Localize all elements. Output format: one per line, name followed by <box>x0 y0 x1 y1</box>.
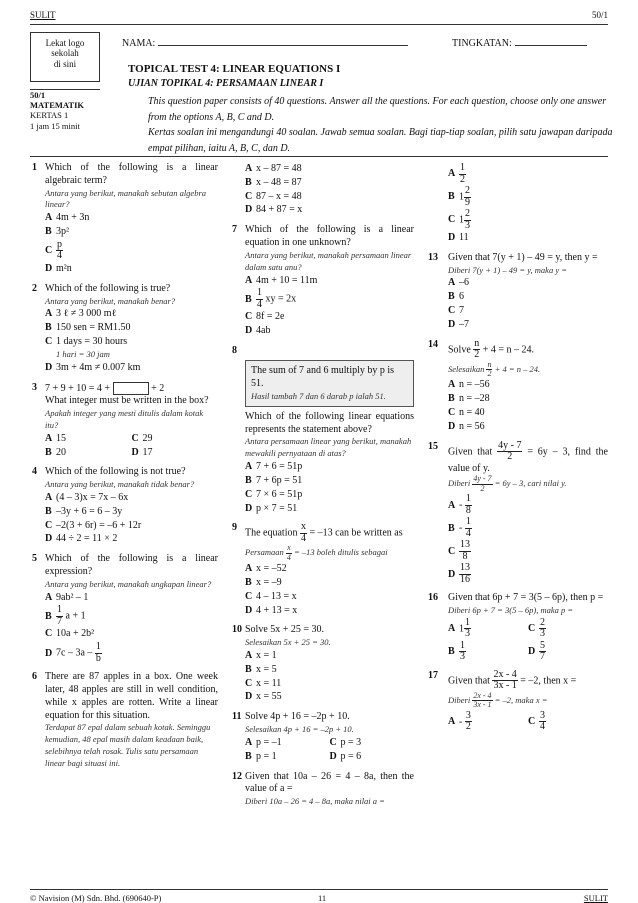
header-bottom-divider <box>30 156 608 157</box>
question-text: Which of the following is true? <box>45 282 171 294</box>
name-label: NAMA: <box>122 38 156 49</box>
question-number: 9 <box>232 522 237 534</box>
question-text: Which of the following is a linear equation in one unknown? <box>245 224 414 248</box>
subject-paper: KERTAS 1 <box>30 110 69 121</box>
option-a[interactable]: A 4m + 3n <box>45 212 90 224</box>
question-13 <box>428 252 608 332</box>
question-text: Which of the following is a linear expression? <box>45 553 218 577</box>
question-number: 10 <box>232 624 242 636</box>
option-a[interactable]: A x = –52 <box>245 563 287 575</box>
question-text-malay: Antara yang berikut, manakah sebutan algebra linear? <box>45 187 207 210</box>
subject-code: 50/1 <box>30 90 46 100</box>
option-b[interactable]: B $\frac{1}{4}$ xy = 2x <box>245 287 297 310</box>
option-d[interactable]: D n = 56 <box>448 420 485 432</box>
question-text: Which of the following is not true? <box>45 466 186 478</box>
option-b[interactable]: B n = –28 <box>448 393 490 405</box>
question-number: 6 <box>32 671 37 683</box>
option-d[interactable]: D p × 7 = 51 <box>245 502 298 514</box>
question-number: 14 <box>428 338 438 350</box>
question-number: 17 <box>428 669 438 681</box>
question-text: Which of the following is a linear algebraic term? <box>45 162 218 186</box>
question-12-options <box>428 163 608 245</box>
question-11 <box>232 711 414 763</box>
option-b[interactable]: B $\frac{1}{7}$ a + 1 <box>45 604 86 627</box>
option-a[interactable]: A 7 + 6 = 51p <box>245 461 303 473</box>
option-a[interactable]: A n = –56 <box>448 379 490 391</box>
option-a[interactable]: A x = 1 <box>245 650 277 662</box>
option-b[interactable]: B p = 1 <box>245 750 277 762</box>
question-text-malay: Apakah integer yang mesti ditulis dalam kotak itu? <box>45 407 204 430</box>
statement-text: The sum of 7 and 6 multiply by p is 51. <box>251 364 395 390</box>
option-b[interactable]: B –3y + 6 = 6 – 3y <box>45 505 123 517</box>
option-c[interactable]: C 7 <box>448 305 464 317</box>
question-17: 17 Given that $\frac{2x - 4}{3x - 1}$ = –2, then x = Diberi $\frac{2x - 4}{3x - 1}$ = –2, maka x = A - $\frac{3}{2}$ C $\frac{3}{4}$ <box>428 670 608 733</box>
question-text: Which of the following linear equations represents the statement above? <box>245 410 414 435</box>
option-c[interactable]: C 29 <box>131 432 153 444</box>
option-a[interactable]: A $\frac{1}{2}$ <box>448 162 465 185</box>
question-15: 15 Given that $\frac{4y - 7}{2}$ = 6y – 3, find the value of y. Diberi $\frac{4y - 7}{2}$ = 6y – 3, cari nilai y. A - $\frac{1}{8}$ B - $\frac{1}{4}$ C $\frac{13}{8}$ D $\frac{13}{16}$ <box>428 439 608 585</box>
test-title: TOPICAL TEST 4: LINEAR EQUATIONS I <box>128 63 341 75</box>
form-level-field[interactable] <box>452 38 587 51</box>
option-c[interactable]: C –2(3 + 6r) = –6 + 12r <box>45 519 142 531</box>
option-d[interactable]: D p = 6 <box>329 750 362 762</box>
option-a[interactable]: A - $\frac{3}{2}$ <box>448 709 471 733</box>
instructions-malay: Kertas soalan ini mengandungi 40 soalan. Jawab semua soalan. Bagi tiap-tiap soalan, pilih satu jawapan daripada empat pilihan, iaitu A, B, C, dan D. <box>148 127 613 154</box>
option-a[interactable]: A - $\frac{1}{8}$ <box>448 493 471 516</box>
question-number: 8 <box>232 344 237 356</box>
option-b[interactable]: B 7 + 6p = 51 <box>245 475 303 487</box>
option-b[interactable]: B - $\frac{1}{4}$ <box>448 516 471 539</box>
question-text: Given that 10a – 26 = 4 – 8a, then the value of a = <box>245 770 414 795</box>
option-c[interactable]: C $\frac{13}{8}$ <box>448 539 470 562</box>
option-d[interactable]: D x = 55 <box>245 691 282 703</box>
option-c[interactable]: C 87 – x = 48 <box>245 190 302 202</box>
question-number: 13 <box>428 251 438 263</box>
option-c[interactable]: C 4 – 13 = x <box>245 590 297 602</box>
question-2 <box>32 283 218 375</box>
logo-text-line: sekolah <box>51 48 79 59</box>
school-logo-placeholder <box>30 32 100 82</box>
question-text: Solve 5x + 25 = 30. <box>245 624 325 636</box>
option-d[interactable]: D 44 ÷ 2 = 11 × 2 <box>45 533 118 545</box>
column-3 <box>428 162 608 740</box>
header-divider <box>30 24 608 25</box>
question-number: 4 <box>32 466 37 478</box>
option-a[interactable]: A 3 ℓ ≠ 3 000 mℓ <box>45 308 117 320</box>
footer-page-number: 11 <box>318 893 327 903</box>
option-c[interactable]: C 8f = 2e <box>245 311 285 323</box>
logo-text-line: Lekat logo <box>45 38 85 48</box>
header-sulit: SULIT <box>30 10 56 20</box>
option-d[interactable]: D m²n <box>45 262 72 274</box>
subject-name: MATEMATIK <box>30 100 84 111</box>
question-4 <box>32 466 218 546</box>
instructions <box>148 94 618 156</box>
option-c[interactable]: C p = 3 <box>329 736 362 748</box>
column-1 <box>32 162 218 777</box>
question-text: Solve 4p + 16 = –2p + 10. <box>245 711 350 723</box>
question-number: 16 <box>428 592 438 604</box>
option-c[interactable]: C $\frac{p}{4}$ <box>45 238 62 262</box>
question-6-options <box>232 163 414 217</box>
question-text-malay: Antara persamaan linear yang berikut, manakah mewakili pernyataan di atas? <box>245 436 412 459</box>
question-12 <box>232 771 414 808</box>
question-14: 14 Solve $\frac{n}{2}$ + 4 = n – 24. Selesaikan $\frac{n}{2}$ + 4 = n – 24. A n = –56 B n = –28 C n = 40 D n = 56 <box>428 339 608 434</box>
question-number: 3 <box>32 381 37 393</box>
question-text: There are 87 apples in a box. One week later, 48 apples are still in well condition, while x apples are rotten. Write a linear equation for this situation. <box>45 671 218 721</box>
option-b[interactable]: B 20 <box>45 446 66 458</box>
question-1 <box>32 162 218 276</box>
option-d[interactable]: D $\frac{13}{16}$ <box>448 562 470 585</box>
option-d[interactable]: D 4ab <box>245 325 271 337</box>
name-field[interactable] <box>122 38 408 51</box>
option-b[interactable]: B 3p² <box>45 226 69 238</box>
option-d[interactable]: D $\frac{5}{7}$ <box>528 639 545 663</box>
option-c[interactable]: C 10a + 2b² <box>45 628 95 640</box>
question-number: 7 <box>232 224 237 236</box>
question-number: 11 <box>232 711 242 723</box>
column-2 <box>232 162 414 815</box>
answer-box <box>113 382 149 395</box>
option-c[interactable]: C 7 × 6 = 51p <box>245 488 303 500</box>
option-d[interactable]: D 3m + 4m ≠ 0.007 km <box>45 361 141 373</box>
option-a[interactable]: A 4m + 10 = 11m <box>245 274 318 286</box>
option-a[interactable]: A –6 <box>448 277 469 289</box>
footer-divider <box>30 889 608 890</box>
question-text-malay: Antara yang berikut, manakah ungkapan linear? <box>45 578 212 589</box>
option-c[interactable]: C n = 40 <box>448 407 485 419</box>
question-text-malay: Antara yang berikut, manakah tidak benar? <box>45 479 195 490</box>
header-paper-code: 50/1 <box>591 10 608 20</box>
question-16 <box>428 592 608 663</box>
option-c[interactable]: C 1 $\frac{2}{3}$ <box>448 208 470 231</box>
question-text-malay: Diberi 10a – 26 = 4 – 8a, maka nilai a = <box>245 796 385 807</box>
statement-box <box>245 360 414 407</box>
question-text-malay: Antara yang berikut, manakah benar? <box>45 295 176 306</box>
question-text: What integer must be written in the box? <box>45 395 209 407</box>
form-level-label: TINGKATAN: <box>452 38 512 49</box>
option-b[interactable]: B x – 48 = 87 <box>245 176 302 188</box>
option-b[interactable]: B x = 5 <box>245 663 277 675</box>
option-d[interactable]: D 4 + 13 = x <box>245 604 298 616</box>
option-c[interactable]: C 1 days = 30 hours 1 hari = 30 jam <box>45 336 128 359</box>
question-number: 12 <box>232 770 242 782</box>
question-8 <box>232 345 414 515</box>
instructions-english: This question paper consists of 40 questions. Answer all the questions. For each question, choose only one answer from the options A, B, C and D. <box>148 96 607 123</box>
option-b[interactable]: B 1 $\frac{2}{9}$ <box>448 185 470 208</box>
option-b[interactable]: B $\frac{1}{3}$ <box>448 639 465 663</box>
footer-sulit: SULIT <box>583 893 608 903</box>
question-text-malay: Diberi 7(y + 1) – 49 = y, maka y = <box>448 264 567 275</box>
subject-block <box>30 88 100 131</box>
option-b[interactable]: B 6 <box>448 291 464 303</box>
option-d[interactable]: D –7 <box>448 318 469 330</box>
question-text-malay: Terdapat 87 epal dalam sebuah kotak. Seminggu kemudian, 48 epal masih dalam keadaan baik, selebihnya telah rosak. Tulis satu persamaan linear bagi situasi ini. <box>45 722 211 769</box>
statement-text-malay: Hasil tambah 7 dan 6 darab p ialah 51. <box>251 390 386 401</box>
question-number: 1 <box>32 162 37 173</box>
option-d[interactable]: D 17 <box>131 446 153 458</box>
question-number: 5 <box>32 553 37 565</box>
option-c[interactable]: C $\frac{2}{3}$ <box>528 616 545 640</box>
question-text-malay: Selesaikan 5x + 25 = 30. <box>245 637 331 648</box>
option-a[interactable]: A x – 87 = 48 <box>245 163 302 174</box>
option-a[interactable]: A 9ab² – 1 <box>45 591 89 603</box>
question-5 <box>32 553 218 664</box>
question-number: 2 <box>32 282 37 294</box>
question-text-malay: Diberi 6p + 7 = 3(5 – 6p), maka p = <box>448 605 574 616</box>
option-a[interactable]: A 15 <box>45 432 66 444</box>
question-number: 15 <box>428 440 438 452</box>
footer-copyright: © Navision (M) Sdn. Bhd. (690640-P) <box>30 893 162 903</box>
question-10 <box>232 624 414 704</box>
option-c[interactable]: C $\frac{3}{4}$ <box>528 709 545 733</box>
option-d[interactable]: D 7c – 3a – $\frac{1}{b}$ <box>45 641 101 664</box>
option-d[interactable]: D 11 <box>448 232 469 243</box>
option-b[interactable]: B 150 sen = RM1.50 <box>45 322 131 334</box>
question-9: 9 The equation $\frac{x}{4}$ = –13 can be written as Persamaan $\frac{x}{4}$ = –13 boleh ditulis sebagai A x = –52 B x = –9 C 4 – 13 = x D 4 + 13 = x <box>232 522 414 617</box>
option-b[interactable]: B x = –9 <box>245 576 282 588</box>
logo-text-line: di sini <box>53 58 77 69</box>
option-a[interactable]: A p = –1 <box>245 736 282 748</box>
question-text-malay: Antara yang berikut, manakah persamaan linear dalam satu anu? <box>245 249 412 272</box>
option-a[interactable]: A 1 $\frac{1}{3}$ <box>448 616 470 640</box>
option-c[interactable]: C x = 11 <box>245 677 282 689</box>
test-title-malay: UJIAN TOPIKAL 4: PERSAMAAN LINEAR I <box>128 78 324 89</box>
question-7 <box>232 224 414 338</box>
question-text: Given that 6p + 7 = 3(5 – 6p), then p = <box>448 592 604 604</box>
question-text-malay: Selesaikan 4p + 16 = –2p + 10. <box>245 724 354 735</box>
option-a[interactable]: A (4 – 3)x = 7x – 6x <box>45 491 129 503</box>
question-6 <box>32 671 218 770</box>
question-3: 3 7 + 9 + 10 = 4 + + 2 What integer must be written in the box? Apakah integer yang mesti ditulis dalam kotak itu? A 15 C 29 B 20 D 17 <box>32 382 218 460</box>
question-text: Given that 7(y + 1) – 49 = y, then y = <box>448 251 598 263</box>
subject-duration: 1 jam 15 minit <box>30 120 80 131</box>
option-d[interactable]: D 84 + 87 = x <box>245 204 303 216</box>
